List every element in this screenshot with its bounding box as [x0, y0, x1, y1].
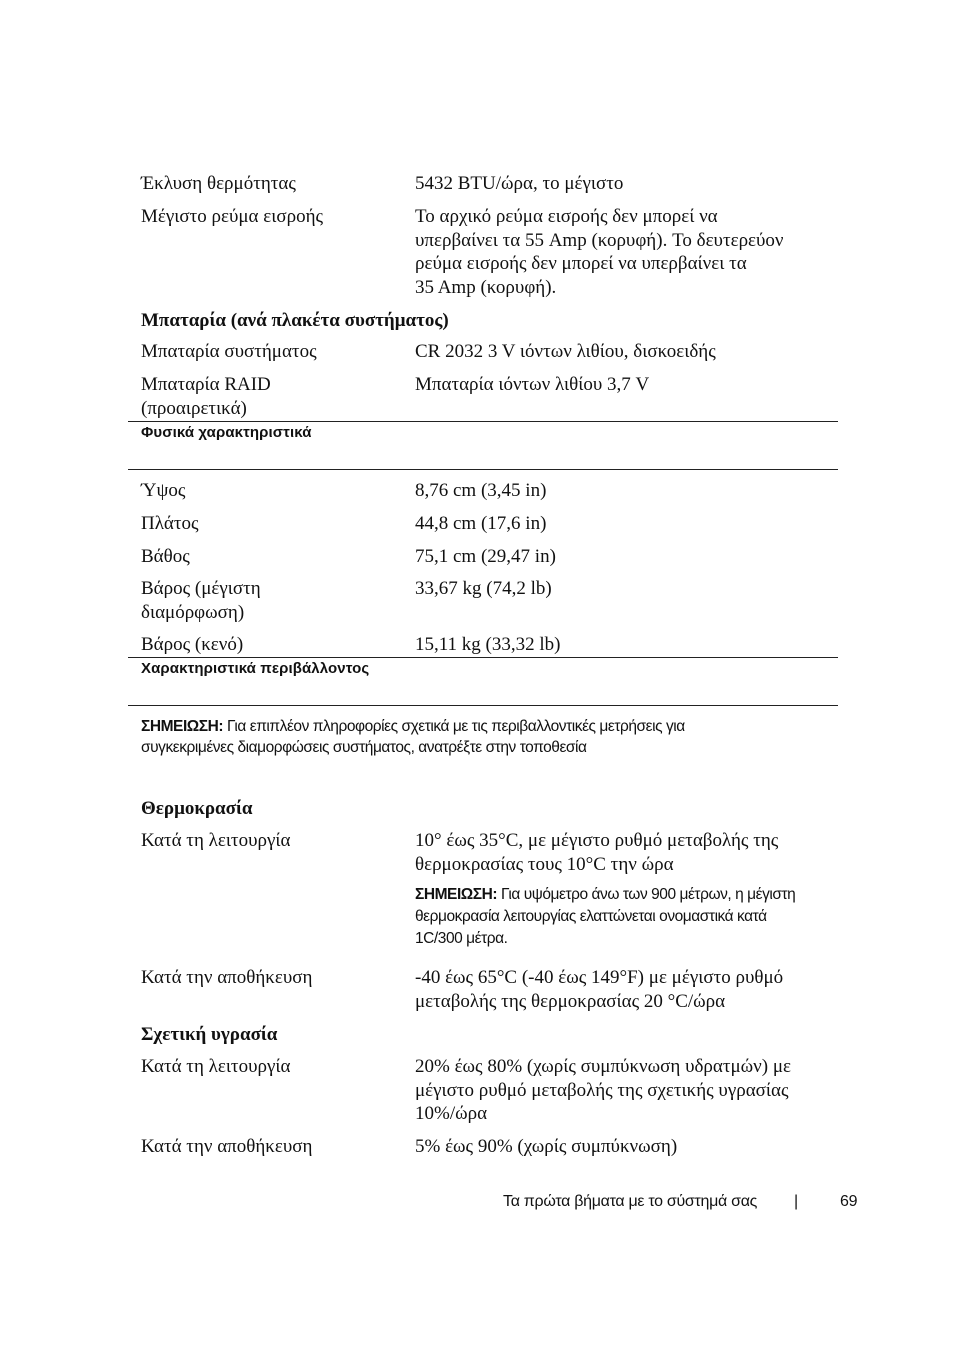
spec-value-line: θερμοκρασίας τους 10°C την ώρα — [415, 853, 674, 875]
note-prefix: ΣΗΜΕΙΩΣΗ: — [141, 718, 224, 735]
page-number: 69 — [840, 1193, 858, 1210]
spec-label: Βάθος — [141, 546, 190, 567]
spec-value-line: μεταβολής της θερμοκρασίας 20 °C/ώρα — [415, 990, 726, 1012]
spec-value-line: μέγιστο ρυθμό μεταβολής της σχετικής υγρασίας — [415, 1079, 789, 1101]
spec-label: Βάρος (κενό) — [141, 634, 244, 655]
subsection-heading-humidity: Σχετική υγρασία — [141, 1024, 278, 1045]
spec-value-line: Το αρχικό ρεύμα εισροής δεν μπορεί να — [415, 206, 718, 227]
spec-label: Ύψος — [141, 480, 186, 501]
spec-value — [415, 1055, 835, 1126]
temperature-note — [415, 884, 845, 950]
section-rule-top — [128, 421, 838, 422]
spec-value-line: 35 Amp (κορυφή). — [415, 276, 557, 298]
spec-value-line: -40 έως 65°C (-40 έως 149°F) με μέγιστο ρυθμό — [415, 967, 784, 988]
spec-label: Έκλυση θερμότητας — [141, 173, 296, 194]
environmental-note — [141, 716, 841, 758]
note-text: Για υψόμετρο άνω των 900 μέτρων, η μέγιστη — [497, 886, 796, 903]
footer-separator: | — [794, 1193, 798, 1210]
section-rule-top — [128, 657, 838, 658]
spec-value: 75,1 cm (29,47 in) — [415, 546, 556, 567]
note-text: Για επιπλέον πληροφορίες σχετικά με τις περιβαλλοντικές μετρήσεις για — [223, 718, 685, 735]
spec-label-line: διαμόρφωση) — [141, 601, 245, 623]
note-prefix: ΣΗΜΕΙΩΣΗ: — [415, 886, 498, 903]
spec-label: Κατά την αποθήκευση — [141, 967, 313, 988]
note-line: συγκεκριμένες διαμορφώσεις συστήματος, ανατρέξτε στην τοποθεσία — [141, 739, 587, 756]
spec-label-line: Μπαταρία RAID — [141, 374, 271, 395]
section-rule-bottom — [128, 469, 838, 470]
spec-label — [141, 373, 401, 420]
spec-label: Μπαταρία συστήματος — [141, 341, 317, 362]
spec-label-line: Βάρος (μέγιστη — [141, 578, 261, 599]
spec-value: 33,67 kg (74,2 lb) — [415, 578, 552, 599]
note-line: 1C/300 μέτρα. — [415, 930, 508, 947]
spec-value: 5% έως 90% (χωρίς συμπύκνωση) — [415, 1136, 678, 1157]
section-heading-battery: Μπαταρία (ανά πλακέτα συστήματος) — [141, 310, 449, 331]
section-heading-physical: Φυσικά χαρακτηριστικά — [141, 424, 312, 441]
footer-chapter-title: Τα πρώτα βήματα με το σύστημά σας — [503, 1193, 758, 1210]
spec-value-line: 20% έως 80% (χωρίς συμπύκνωση υδρατμών) με — [415, 1056, 792, 1077]
spec-value-line: 10° έως 35°C, με μέγιστο ρυθμό μεταβολής της — [415, 830, 779, 851]
spec-value — [415, 205, 835, 299]
spec-label: Κατά την αποθήκευση — [141, 1136, 313, 1157]
section-heading-environmental: Χαρακτηριστικά περιβάλλοντος — [141, 660, 370, 677]
spec-value-line: 10%/ώρα — [415, 1103, 488, 1124]
spec-value-line: ρεύμα εισροής δεν μπορεί να υπερβαίνει τα — [415, 253, 747, 274]
spec-value — [415, 966, 835, 1013]
spec-value: 5432 BTU/ώρα, το μέγιστο — [415, 173, 624, 194]
spec-value: 44,8 cm (17,6 in) — [415, 513, 547, 534]
note-line: θερμοκρασία λειτουργίας ελαττώνεται ονομαστικά κατά — [415, 908, 767, 925]
spec-value: CR 2032 3 V ιόντων λιθίου, δισκοειδής — [415, 341, 716, 362]
spec-value: 8,76 cm (3,45 in) — [415, 480, 547, 501]
section-rule-bottom — [128, 705, 838, 706]
spec-label: Κατά τη λειτουργία — [141, 1056, 291, 1077]
note-line — [415, 884, 845, 906]
spec-label: Κατά τη λειτουργία — [141, 830, 291, 851]
spec-label: Πλάτος — [141, 513, 199, 534]
spec-label: Μέγιστο ρεύμα εισροής — [141, 206, 324, 227]
spec-label-line: (προαιρετικά) — [141, 397, 247, 419]
subsection-heading-temperature: Θερμοκρασία — [141, 798, 253, 819]
spec-value — [415, 829, 835, 876]
note-line — [141, 716, 841, 737]
spec-value: Μπαταρία ιόντων λιθίου 3,7 V — [415, 374, 650, 395]
spec-value-line: υπερβαίνει τα 55 Amp (κορυφή). Το δευτερεύον — [415, 229, 784, 251]
spec-label — [141, 577, 401, 624]
spec-value: 15,11 kg (33,32 lb) — [415, 634, 561, 655]
